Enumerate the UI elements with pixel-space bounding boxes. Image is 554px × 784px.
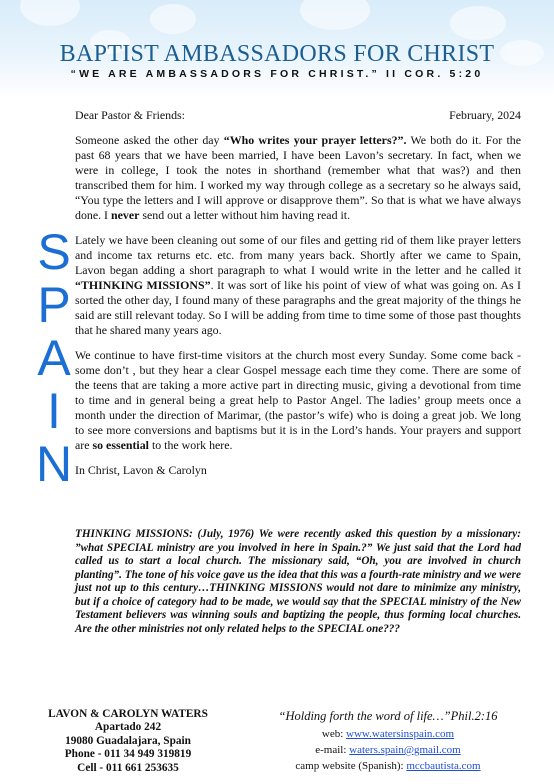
side-letter: I	[47, 383, 61, 439]
banner-flower-decoration	[20, 0, 80, 26]
email-link[interactable]: waters.spain@gmail.com	[349, 744, 461, 756]
text-run-bold: “Who writes your prayer letters?”.	[223, 133, 407, 147]
email-row	[252, 742, 524, 758]
banner-verse: “WE ARE AMBASSADORS FOR CHRIST.” II COR. 5:20	[70, 68, 484, 80]
banner-title: BAPTIST AMBASSADORS FOR CHRIST	[59, 41, 495, 67]
mailing-address	[28, 708, 228, 775]
letter-body	[75, 108, 521, 488]
address-line-2: 19080 Guadalajara, Spain	[65, 734, 191, 747]
thinking-missions-paragraph: THINKING MISSIONS: (July, 1976) We were recently asked this question by a missionary: ”what SPECIAL ministry are you involved in here in Spain.?” We just said that the Lord had called us to start a local church. The missionary said, “Oh, you are involved in church planting”. The tone of his voice gave us the idea that this was a fourth-rate ministry and we were just not up to this century…THINKING MISSIONS would not dare to minimize any ministry, but if a choice of category had to be made, we would say that the SPECIAL ministry of the New Testament believers was winning souls and baptizing the people, thus forming local churches. Are the other ministries not only related helps to the SPECIAL one???	[75, 528, 521, 635]
email-label: e-mail:	[315, 744, 350, 756]
website-link[interactable]: www.watersinspain.com	[346, 728, 455, 740]
paragraph-church-news	[75, 348, 521, 453]
text-run: to the work here.	[148, 438, 233, 452]
signoff: In Christ, Lavon & Carolyn	[75, 463, 207, 477]
side-letter: P	[37, 277, 71, 333]
salutation: Dear Pastor & Friends:	[75, 108, 185, 122]
text-run-bold: “THINKING MISSIONS”	[75, 278, 211, 292]
web-label: web:	[321, 728, 347, 740]
banner-flower-decoration	[150, 4, 196, 34]
cell-number: Cell - 011 661 253635	[77, 761, 179, 774]
paragraph-prayer-letters	[75, 133, 521, 223]
motto: “Holding forth the word of life…”Phil.2:16	[278, 709, 498, 723]
text-run-bold: never	[111, 208, 140, 222]
text-run: Someone asked the other day	[75, 133, 224, 147]
address-name: LAVON & CAROLYN WATERS	[48, 708, 208, 720]
web-row	[252, 726, 524, 742]
header-banner	[0, 0, 554, 98]
paragraph-files	[75, 233, 521, 338]
text-run: We continue to have first-time visitors at the church most every Sunday. Some come back - some don’t , but they hear a clear Gospel message each time they come. There are some of the teens that are taking a more active part in directing music, giving a devotional from time to time and in general being a great help to Pastor Angel. The ladies’ group meets once a month under the direction of Marimar, (the pastor’s wife) who is doing a great job. We long to see more conversions and baptisms but it is in the Lord’s hands. Your prayers and support are	[75, 348, 521, 452]
contact-info	[252, 708, 524, 774]
text-run: . It was sort of like his point of view of what was going on. As I sorted the other day, I found many of these paragraphs and the great majority of the things he said are still relevant today. So I will be adding from time to time some of those past thoughts that he shared many years ago.	[75, 278, 521, 337]
side-letter: N	[35, 436, 73, 492]
text-run: send out a letter without him having read it.	[139, 208, 351, 222]
text-run: We both do it. For the past 68 years that we have been married, I have been Lavon’s secretary. In fact, when we were in college, I took the notes in shorthand (remember what that was?) and then transcribed them for him. I worked my way through college as a secretary so he always said, “You type the letters and I will approve or disapprove them”. So that is what we have always done. I	[75, 133, 521, 222]
camp-website-link[interactable]: mccbautista.com	[406, 760, 481, 772]
letter-date: February, 2024	[449, 108, 521, 122]
address-line-1: Apartado 242	[94, 721, 162, 734]
banner-flower-decoration	[450, 6, 506, 40]
camp-row	[252, 758, 524, 774]
text-run-bold: so essential	[92, 438, 149, 452]
side-letter: A	[37, 330, 71, 386]
side-word-spain	[34, 226, 74, 491]
text-run: Lately we have been cleaning out some of our files and getting rid of them like prayer letters and income tax returns etc. etc. from many years back. Shortly after we came to Spain, Lavon began adding a short paragraph to what I would write in the letter and he called it	[75, 233, 521, 277]
greeting-row	[75, 108, 521, 123]
camp-label: camp website (Spanish):	[295, 760, 407, 772]
banner-flower-decoration	[300, 0, 370, 30]
side-letter: S	[37, 224, 71, 280]
phone-number: Phone - 011 34 949 319819	[64, 748, 192, 761]
